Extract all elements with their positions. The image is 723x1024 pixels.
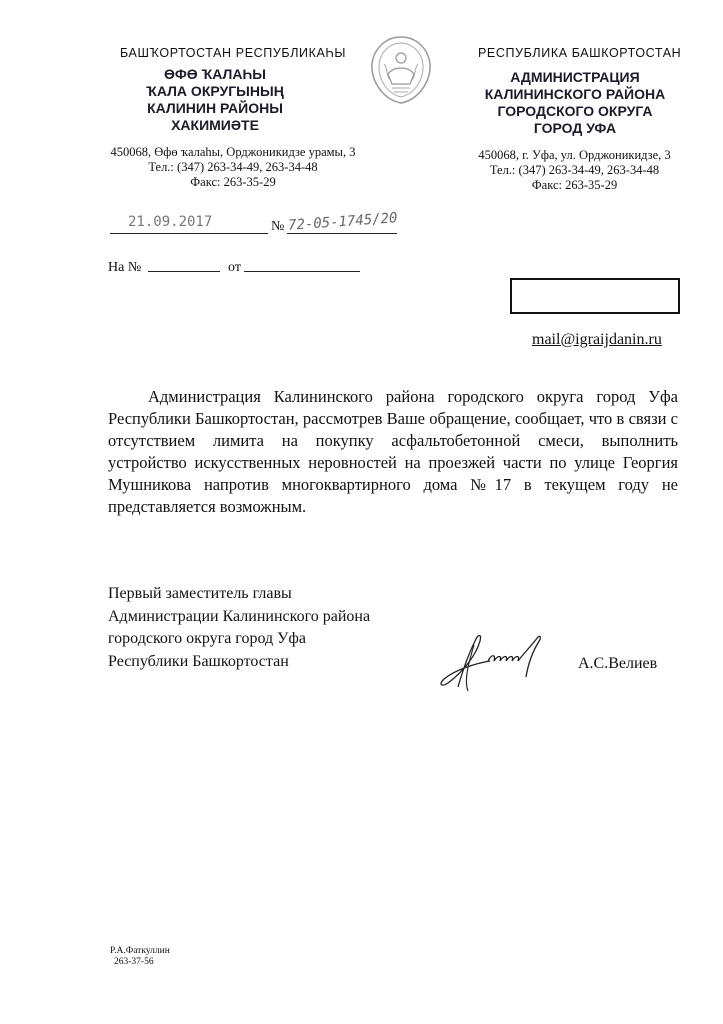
from-label: от bbox=[228, 260, 241, 275]
letter-body: Администрация Калининского района городского округа город Уфа Республики Башкортостан, рассмотрев Ваше обращение, сообщает, что в связи с отсутствием лимита на покупку асфальтобетонной смеси, выполнить устройство искусственных неровностей на проезжей части по улице Георгия Мушникова напротив многоквартирного дома №17 в текущем году не представляется возможным. bbox=[108, 387, 678, 516]
left-title-line: ӨФӨ ҠАЛАҺЫ bbox=[163, 66, 267, 82]
right-republic-name: РЕСПУБЛИКА БАШКОРТОСТАН bbox=[478, 46, 682, 60]
right-title-line: КАЛИНИНСКОГО РАЙОНА bbox=[484, 86, 666, 102]
signatory-position bbox=[108, 583, 428, 673]
right-title-line: ГОРОД УФА bbox=[533, 120, 617, 136]
outgoing-date: 21.09.2017 bbox=[128, 214, 213, 230]
right-address-line: Тел.: (347) 263-34-49, 263-34-48 bbox=[489, 163, 660, 177]
right-address-line: 450068, г. Уфа, ул. Орджоникидзе, 3 bbox=[478, 148, 671, 162]
left-address-line: Факс: 263-35-29 bbox=[190, 175, 276, 189]
from-line bbox=[244, 271, 360, 272]
coat-of-arms-icon bbox=[366, 34, 436, 106]
position-line: Первый заместитель главы bbox=[108, 585, 292, 602]
reference-line bbox=[148, 271, 220, 272]
executor-name: Р.А.Фаткуллин bbox=[110, 946, 170, 956]
right-address-line: Факс: 263-35-29 bbox=[531, 178, 618, 192]
right-title-line: ГОРОДСКОГО ОКРУГА bbox=[497, 103, 653, 119]
executor-info bbox=[110, 946, 170, 968]
right-title-line: АДМИНИСТРАЦИЯ bbox=[510, 69, 640, 85]
handwritten-signature-icon bbox=[428, 625, 558, 695]
recipient-email: mail@igraijdanin.ru bbox=[532, 331, 662, 348]
left-address bbox=[108, 145, 358, 190]
redacted-recipient-box bbox=[510, 278, 680, 314]
left-title-line: КАЛИНИН РАЙОНЫ bbox=[147, 100, 283, 116]
right-address bbox=[462, 148, 687, 193]
position-line: Республики Башкортостан bbox=[108, 652, 289, 670]
reference-label: На № bbox=[108, 260, 142, 275]
left-title-line: ҠАЛА ОКРУГЫНЫҢ bbox=[146, 83, 284, 99]
position-line: городского округа город Уфа bbox=[108, 630, 306, 647]
right-org-title bbox=[480, 69, 670, 137]
outgoing-number: 72-05-1745/20 bbox=[287, 210, 399, 234]
left-title-line: ХАКИМИӘТЕ bbox=[171, 117, 259, 133]
left-address-line: Тел.: (347) 263-34-49, 263-34-48 bbox=[148, 160, 318, 174]
number-label: № bbox=[271, 219, 285, 234]
left-org-title bbox=[135, 66, 295, 134]
number-line bbox=[287, 233, 397, 234]
left-republic-name: БАШҠОРТОСТАН РЕСПУБЛИКАҺЫ bbox=[120, 46, 346, 60]
left-address-line: 450068, Өфө ҡалаһы, Орджоникидзе урамы, 3 bbox=[110, 145, 356, 159]
position-line: Администрации Калининского района bbox=[108, 607, 371, 625]
executor-phone: 263-37-56 bbox=[114, 957, 154, 967]
signatory-name: А.С.Велиев bbox=[578, 655, 658, 672]
date-line bbox=[110, 233, 268, 234]
